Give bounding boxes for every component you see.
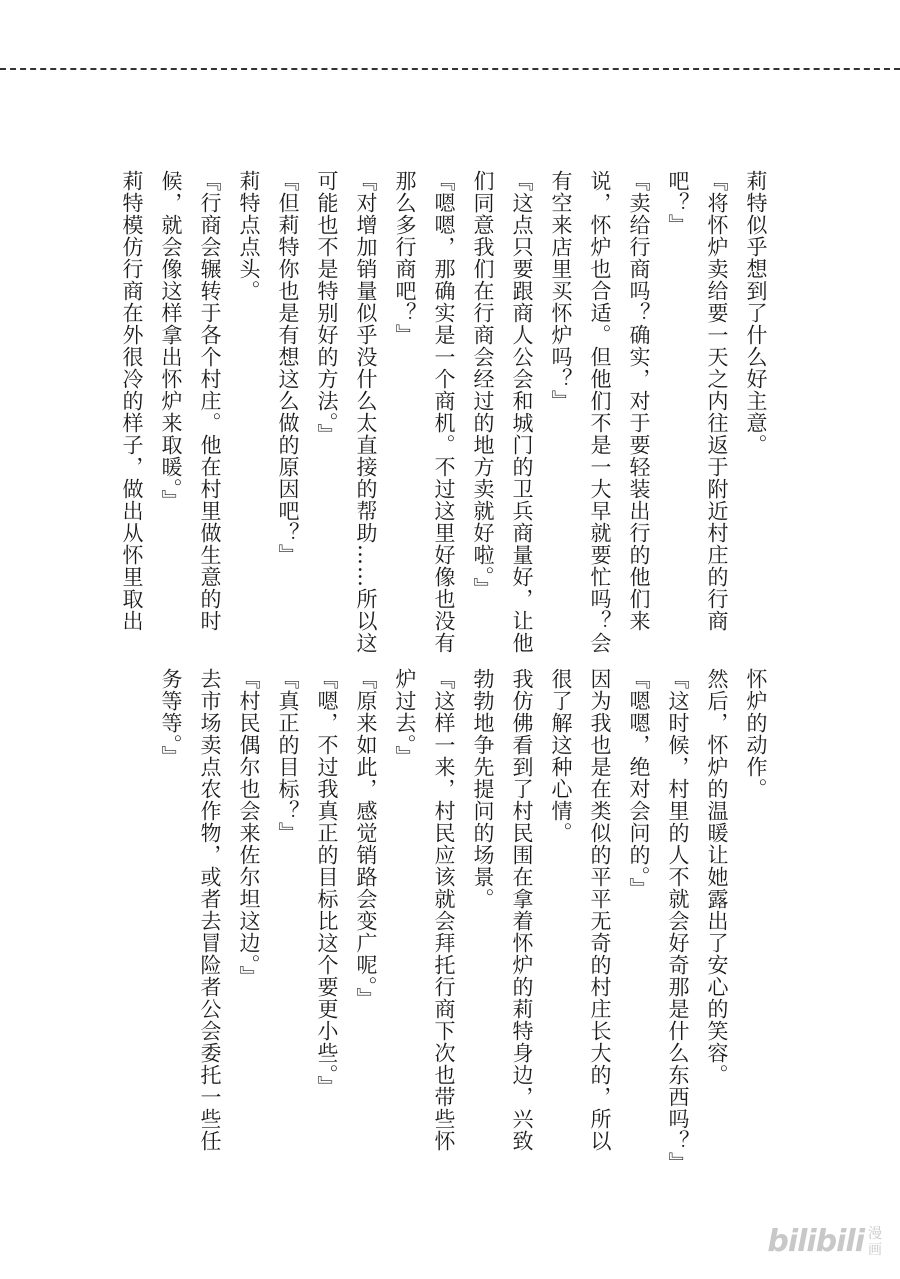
paragraph: 因为我也是在类似的平平无奇的村庄长大的，所以很了解这种心情。 [549, 668, 612, 1152]
paragraph: 『将怀炉卖给要一天之内往返于附近村庄的行商吧？』 [666, 170, 729, 632]
dashed-separator [0, 68, 900, 70]
paragraph: 『卖给行商吗？确实，对于要轻装出行的他们来说，怀炉也合适。但他们不是一大早就要忙吗？会有空来店里买怀炉吗？』 [549, 170, 651, 654]
paragraph: 『村民偶尔也会来佐尔坦这边。』 [237, 668, 261, 988]
paragraph: 『真正的目标？』 [276, 668, 300, 844]
watermark-latin: bilibili [767, 1224, 864, 1259]
watermark-cjk-top: 漫 [868, 1225, 882, 1242]
watermark-cjk-bottom: 画 [868, 1241, 882, 1258]
top-text-block [120, 170, 775, 670]
paragraph: 『原来如此，感觉销路会变广呢。』 [354, 668, 378, 1010]
paragraph: 『嗯嗯，绝对会问的。』 [627, 668, 651, 900]
paragraph: 『对增加销量似乎没什么太直接的帮助……所以这可能也不是特别好的方法。』 [315, 170, 378, 654]
paragraph: 莉特模仿行商在外很冷的样子，做出从怀里取出 [120, 170, 144, 632]
paragraph: 然后，怀炉的温暖让她露出了安心的笑容。 [705, 668, 729, 1086]
paragraph: 怀炉的动作。 [744, 668, 768, 800]
paragraph: 『这样一来，村民应该就会拜托行商下次也带些怀炉过去。』 [393, 668, 456, 1152]
paragraph: 『但莉特你也是有想这么做的原因吧？』 [276, 170, 300, 566]
paragraph: 『嗯嗯，那确实是一个商机。不过这里好像也没有那么多行商吧？』 [393, 170, 456, 654]
paragraph: 『嗯，不过我真正的目标比这个要更小些。』 [315, 668, 339, 1098]
paragraph: 莉特似乎想到了什么好主意。 [744, 170, 768, 456]
paragraph: 我仿佛看到了村民围在拿着怀炉的莉特身边，兴致勃勃地争先提问的场景。 [471, 668, 534, 1152]
paragraph: 莉特点点头。 [237, 170, 261, 302]
watermark-cjk [868, 1226, 882, 1258]
paragraph: 去市场卖点农作物，或者去冒险者公会委托一些任务等等。』 [159, 668, 222, 1152]
bottom-text-block [159, 668, 775, 1174]
bilibili-manga-watermark [767, 1224, 882, 1259]
paragraph: 『这时候，村里的人不就会好奇那是什么东西吗？』 [666, 668, 690, 1174]
paragraph: 『行商会辗转于各个村庄。他在村里做生意的时候，就会像这样拿出怀炉来取暖。』 [159, 170, 222, 632]
paragraph: 『这点只要跟商人公会和城门的卫兵商量好，让他们同意我们在行商会经过的地方卖就好啦。』 [471, 170, 534, 654]
